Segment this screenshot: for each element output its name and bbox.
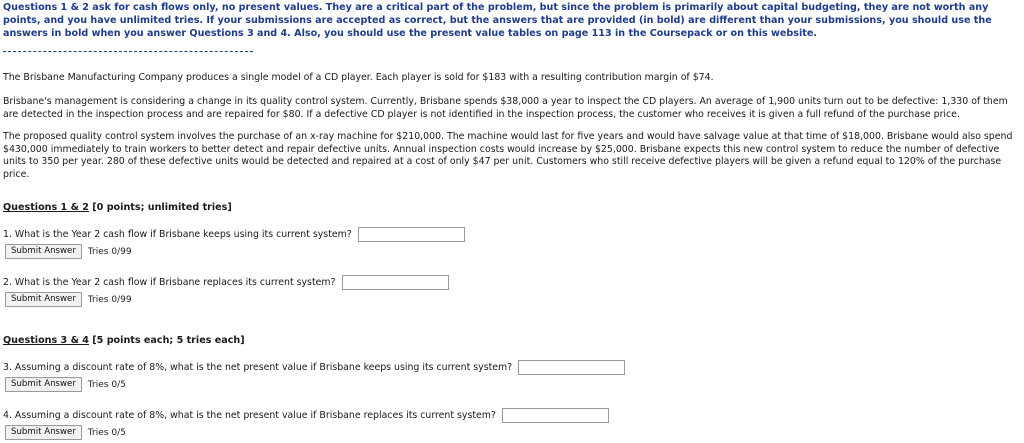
- question-4-tries: Tries 0/5: [87, 427, 126, 438]
- section-header-q3-4: [3, 335, 245, 346]
- question-1-submit-row: [5, 244, 132, 259]
- question-1-submit-button[interactable]: Submit Answer: [5, 244, 82, 259]
- question-3: [3, 360, 625, 375]
- question-1: [3, 227, 465, 242]
- question-3-answer-input[interactable]: [518, 360, 625, 375]
- question-3-tries: Tries 0/5: [87, 379, 126, 390]
- section-header-q1-2: [3, 202, 232, 213]
- problem-paragraph-1: The Brisbane Manufacturing Company produces a single model of a CD player. Each player is sold for $183 with a resulting contribution margin of $74.: [3, 72, 714, 83]
- question-4-submit-button[interactable]: Submit Answer: [5, 425, 82, 440]
- question-3-text: 3. Assuming a discount rate of 8%, what is the net present value if Brisbane keeps using its current system?: [3, 362, 513, 373]
- section-title: Questions 1 & 2: [3, 202, 89, 213]
- question-4-answer-input[interactable]: [502, 408, 609, 423]
- instructions-text: Questions 1 & 2 ask for cash flows only, no present values. They are a critical part of the problem, but since the problem is primarily about capital budgeting, they are not worth any points, and you have unlimited tries. If your submissions are accepted as correct, but the answers that are provided (in bold) are different than your submissions, you should use the answers in bold when you answer Questions 3 and 4. Also, you should use the present value tables on page 113 in the Coursepack or on this website.: [3, 2, 992, 39]
- section-note: [5 points each; 5 tries each]: [88, 335, 245, 346]
- section-title: Questions 3 & 4: [3, 335, 89, 346]
- question-2-submit-button[interactable]: Submit Answer: [5, 292, 82, 307]
- question-4-submit-row: [5, 425, 126, 440]
- question-1-answer-input[interactable]: [358, 227, 465, 242]
- question-1-tries: Tries 0/99: [87, 246, 132, 257]
- question-2: [3, 275, 449, 290]
- question-2-submit-row: [5, 292, 132, 307]
- question-3-submit-row: [5, 377, 126, 392]
- section-note: [0 points; unlimited tries]: [88, 202, 232, 213]
- separator-line: [3, 51, 253, 52]
- question-2-text: 2. What is the Year 2 cash flow if Brisbane replaces its current system?: [3, 277, 336, 288]
- problem-paragraph-3: The proposed quality control system involves the purchase of an x-ray machine for $210,000. The machine would last for five years and would have salvage value at that time of $18,000. Brisbane would also spend $430,000 immediately to train workers to better detect and repair defective units. Annual inspection costs would increase by $25,000. Brisbane expects this new control system to reduce the number of defective units to 350 per year. 280 of these defective units would be detected and repaired at a cost of only $47 per unit. Customers who still receive defective players will be given a refund equal to 120% of the purchase price.: [3, 131, 1013, 180]
- question-4-text: 4. Assuming a discount rate of 8%, what is the net present value if Brisbane replaces its current system?: [3, 410, 496, 421]
- question-1-text: 1. What is the Year 2 cash flow if Brisbane keeps using its current system?: [3, 229, 352, 240]
- question-2-tries: Tries 0/99: [87, 294, 132, 305]
- problem-paragraph-2: Brisbane's management is considering a change in its quality control system. Currently, Brisbane spends $38,000 a year to inspect the CD players. An average of 1,900 units turn out to be defective: 1,330 of them are detected in the inspection process and are repaired for $80. If a defective CD player is not identified in the inspection process, the customer who receives it is given a full refund of the purchase price.: [3, 96, 1008, 120]
- question-4: [3, 408, 609, 423]
- question-2-answer-input[interactable]: [342, 275, 449, 290]
- question-3-submit-button[interactable]: Submit Answer: [5, 377, 82, 392]
